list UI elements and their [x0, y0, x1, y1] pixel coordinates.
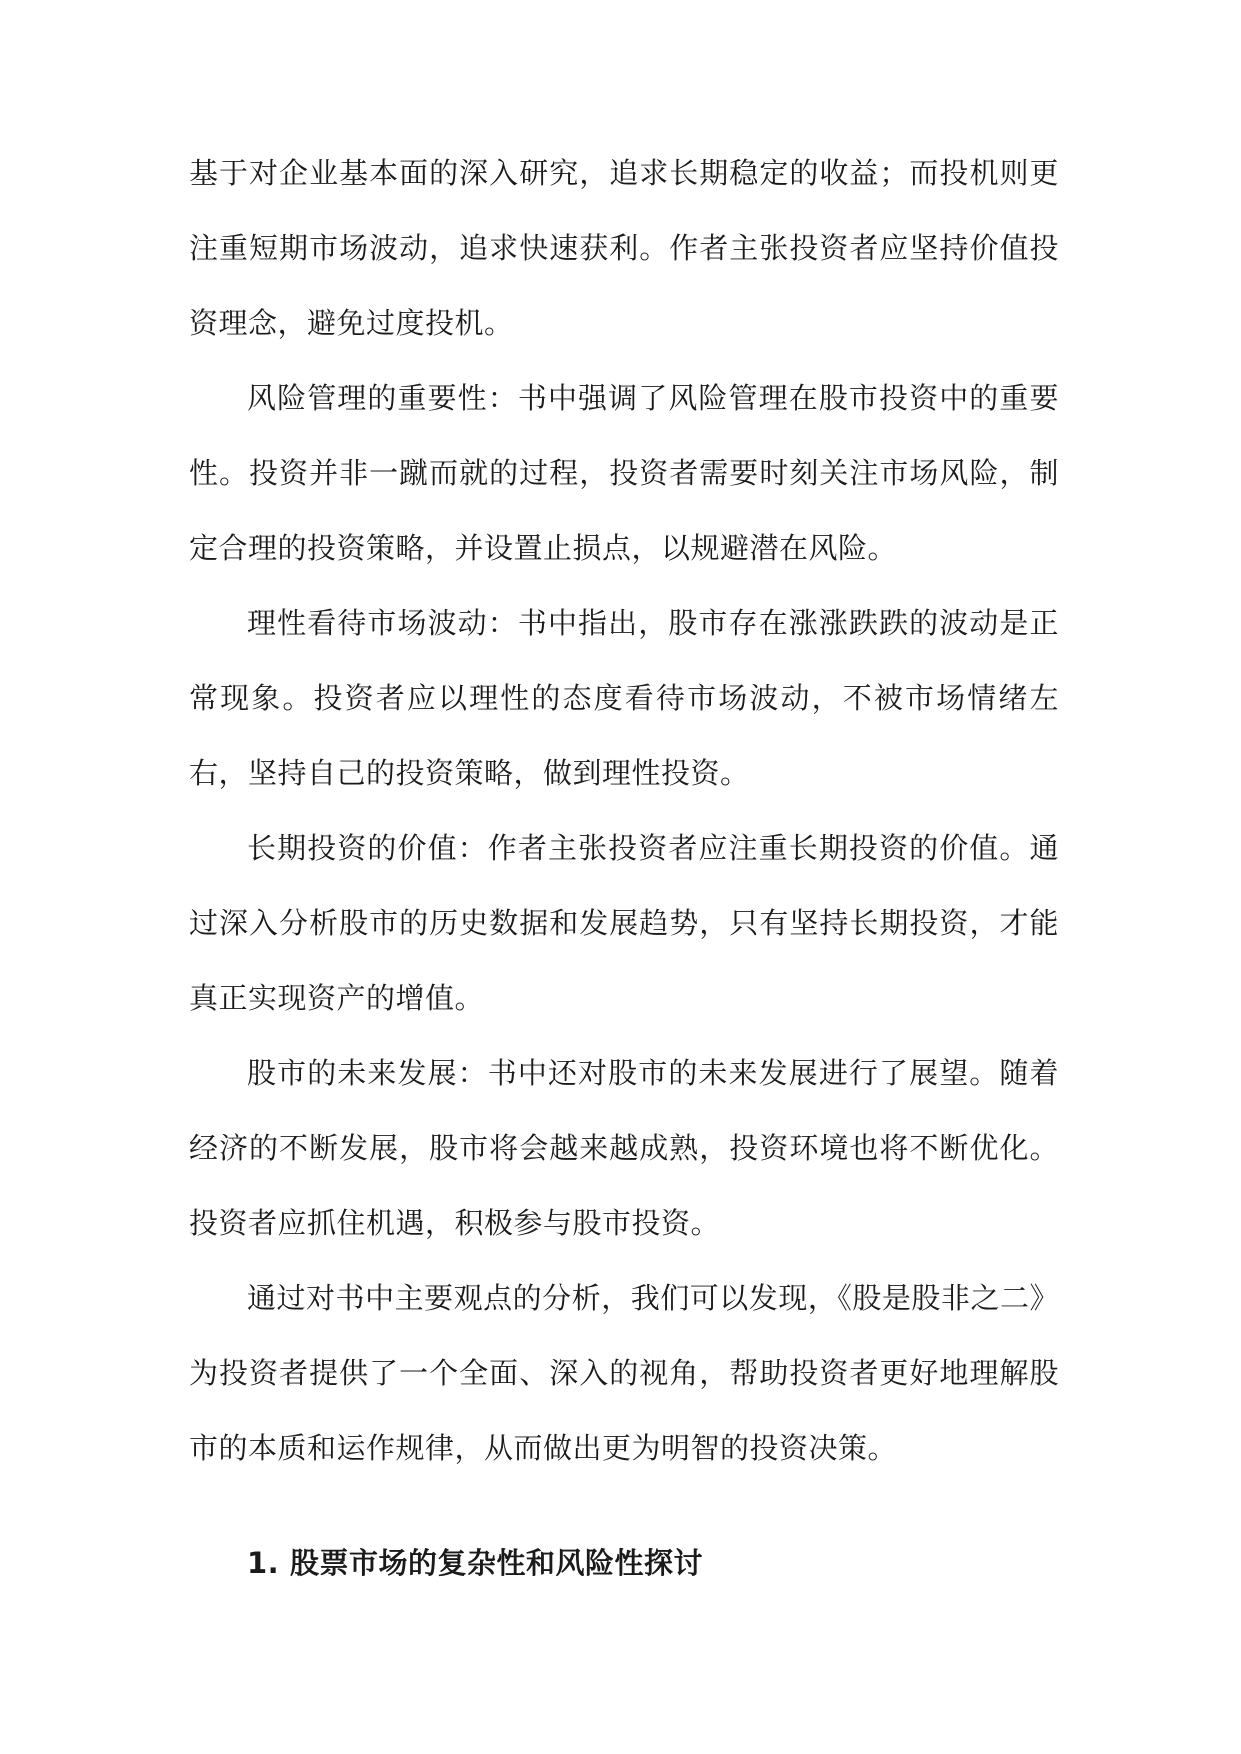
paragraph-value-vs-speculation: 基于对企业基本面的深入研究，追求长期稳定的收益；而投机则更注重短期市场波动，追求快速获利。作者主张投资者应坚持价值投资理念，避免过度投机。: [189, 156, 1059, 340]
section-heading-number: 1.: [247, 1546, 280, 1580]
document-page: [189, 136, 1059, 1583]
paragraph-conclusion: 通过对书中主要观点的分析，我们可以发现，《股是股非之二》为投资者提供了一个全面、深入的视角，帮助投资者更好地理解股市的本质和运作规律，从而做出更为明智的投资决策。: [189, 1281, 1059, 1465]
paragraph-market-future: 股市的未来发展：书中还对股市的未来发展进行了展望。随着经济的不断发展，股市将会越来越成熟，投资环境也将不断优化。投资者应抓住机遇，积极参与股市投资。: [189, 1056, 1059, 1240]
paragraph-market-volatility: 理性看待市场波动：书中指出，股市存在涨涨跌跌的波动是正常现象。投资者应以理性的态度看待市场波动，不被市场情绪左右，坚持自己的投资策略，做到理性投资。: [189, 606, 1059, 790]
paragraph-risk-management: 风险管理的重要性：书中强调了风险管理在股市投资中的重要性。投资并非一蹴而就的过程，投资者需要时刻关注市场风险，制定合理的投资策略，并设置止损点，以规避潜在风险。: [189, 381, 1059, 565]
section-heading-text: 股票市场的复杂性和风险性探讨: [290, 1546, 704, 1580]
section-heading: [189, 1543, 1059, 1583]
paragraph-long-term-investment: 长期投资的价值：作者主张投资者应注重长期投资的价值。通过深入分析股市的历史数据和发展趋势，只有坚持长期投资，才能真正实现资产的增值。: [189, 831, 1059, 1015]
